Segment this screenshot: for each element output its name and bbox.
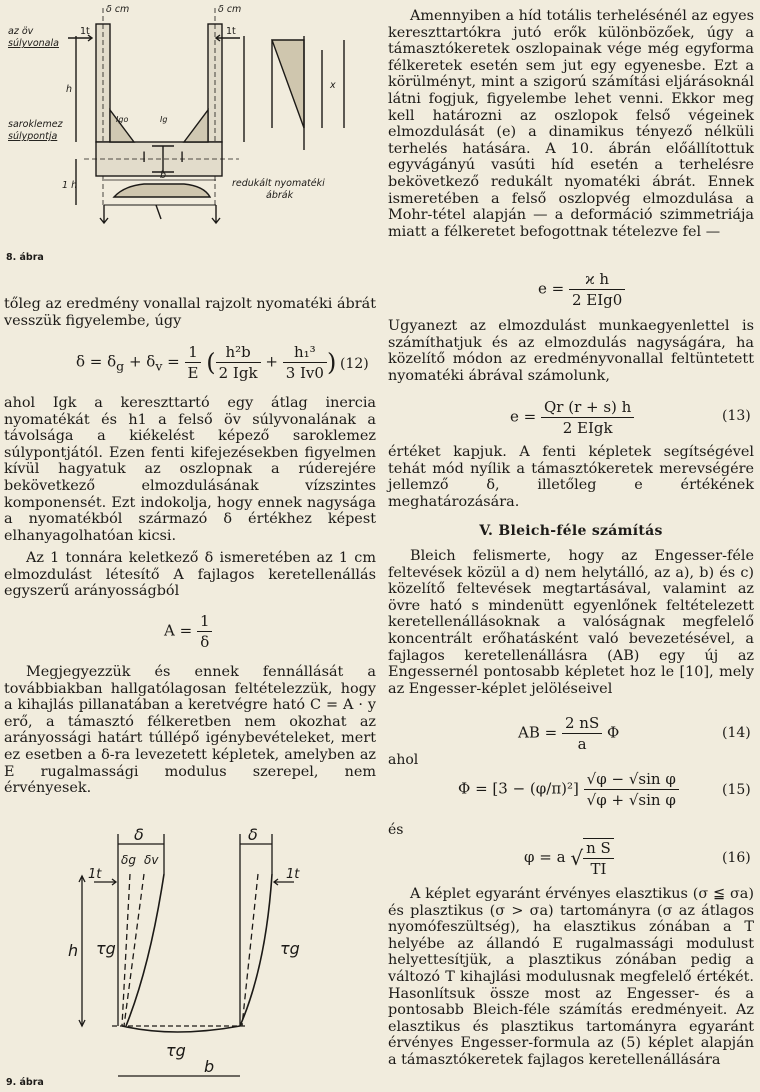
fig8-label-felso-ov: az öv — [8, 26, 34, 37]
fig8-label-sulypontja: súlypontja — [8, 131, 58, 142]
figure-9-caption: 9. ábra — [6, 1077, 44, 1088]
fig9-label-delta-a: δ — [134, 826, 144, 844]
equation-A: A = $\frac{1}{\delta}$ — [164, 612, 212, 651]
equation-e: e = $\frac{\text{ϰ h}}{\text{2 EIg0}}$ — [538, 270, 625, 309]
fig8-label-x: x — [330, 80, 336, 91]
fig8-label-delta-b: δ cm — [218, 4, 242, 15]
figure-9-diagram — [4, 826, 376, 1088]
left-paragraph-3: Az 1 tonnára keletkező δ ismeretében az 1 cm elmozdulást létesítő A fajlagos keretellenállás egyszerű arányosságból — [4, 550, 376, 600]
section-heading: V. Bleich-féle számítás — [479, 523, 663, 539]
fig8-label-force-left: 1t — [80, 26, 90, 37]
fig9-label-force-left: 1t — [88, 867, 102, 882]
fig8-label-abrak: ábrák — [266, 190, 294, 201]
equation-16: φ = a √ $\frac{\text{n S}}{TI}$ — [524, 838, 614, 878]
left-paragraph-4: Megjegyezzük és ennek fennállását a továbbiakban hallgatólagosan feltételezzük, hogy a kihajlás pillanatában a keretvégre ható C = A · y erő, a támasztó félkeretben nem okozhat az arányossági határt túllépő igénybevételeket, mert ez esetben a δ-ra levezetett képletek, amelyben az E rugalmassági modulus szerepel, nem érvényesek. — [4, 664, 376, 797]
fig9-label-b: b — [204, 1057, 215, 1076]
right-paragraph-1: Amennyiben a híd totális terhelésénél az egyes kereszttartókra jutó erők különbözőek, úgy a támasztókeretek oszlopainak vége még egyforma félkeretek esetén sem jut egy egyenesbe. Ezt a körülményt, mint a szigorú számítási eljárásoknál látni fogjuk, figyelembe lehet venni. Ekkor meg kell határozni az oszlopok felső végeinek elmozdulását (e) a dinamikus tényező nélküli terhelés hatására. A 10. ábrán előállítottuk egyvágányú vasúti híd esetén a terhelésre bekövetkező redukált nyomatéki ábrát. Ennek ismeretében a felső oszlopvég elmozdulása a Mohr-tétel alapján — a deformáció szimmetriája miatt a félkeretet befogottnak tételezve fel — — [388, 8, 754, 240]
equation-15-number: (15) — [722, 782, 751, 798]
equation-12-number: (12) — [340, 356, 369, 372]
left-paragraph-2: ahol Igk a kereszttartó egy átlag inercia nyomatékát és h1 a felső öv súlyvonalának a távolsága a kiékelést képező saroklemez súlypontjától. Ezen fenti kifejezésekben figyelmen kívül hagyatuk az oszlopnak a rúderejére bekövetkező elmozdulásának vízszintes komponensét. Ezt indokolja, hogy ennek nagysága a nyomatékból származó δ értékhez képest elhanyagolhatóan kicsi. — [4, 395, 376, 544]
fig9-label-tau-left: τg — [96, 939, 116, 958]
fig8-label-sulyvonala: súlyvonala — [8, 38, 59, 49]
fig8-label-i-right: I — [180, 150, 185, 166]
fig9-label-force-right: 1t — [286, 867, 300, 882]
equation-16-number: (16) — [722, 850, 751, 866]
fig8-label-delta-a: δ cm — [106, 4, 130, 15]
fig8-label-igo: Igo — [116, 115, 129, 124]
right-paragraph-4: Bleich felismerte, hogy az Engesser-féle feltevések közül a d) nem helytálló, az a), b) és c) közelítő feltevések megtartásával, valamint az övre ható s mindenütt egyenlőnek feltételezett keretellenállásoknak a valóságnak megfelelő koncentrált erőhatásként való bevezetésével, a fajlagos keretellenállásra (AB) egy új az Engessernél pontosabb képletet hoz le [10], mely az Engesser-képlet jelöléseivel — [388, 548, 754, 697]
figure-8-caption: 8. ábra — [6, 252, 44, 263]
fig9-label-dv: δv — [144, 853, 159, 867]
equation-14-number: (14) — [722, 725, 751, 741]
fig8-label-h1: 1 h — [62, 180, 78, 191]
equation-13-number: (13) — [722, 408, 751, 424]
fig9-label-delta-b: δ — [248, 826, 258, 844]
left-paragraph-1: tőleg az eredmény vonallal rajzolt nyomatéki ábrát vesszük figyelembe, úgy — [4, 296, 376, 329]
label-ahol: ahol — [388, 752, 419, 768]
equation-14: AB = $\frac{2 nS}{a}$ Φ — [518, 714, 620, 753]
fig8-label-h: h — [66, 84, 73, 95]
fig8-label-saroklemez: saroklemez — [8, 119, 63, 130]
fig9-label-h: h — [68, 941, 79, 960]
equation-13: e = $\frac{Qr (r + s) h}{\text{2 EIgk}}$ — [510, 398, 634, 437]
fig9-label-tau-bottom: τg — [166, 1041, 186, 1060]
right-paragraph-5: A képlet egyaránt érvényes elasztikus (σ ≦ σa) és plasztikus (σ > σa) tartományra (σ az átlagos nyomófeszültség), ha elasztikus zónában a T helyébe az állandó E rugalmassági modulust helyettesítjük, a plasztikus zónában pedig a változó T kihajlási modulusnak megfelelő értékét. Hasonlítsuk össze most az Engesser- és a pontosabb Bleich-féle számítás eredményeit. Az elasztikus és plasztikus tartományra egyaránt érvényes Engesser-formula az (5) képlet alapján a támasztókeretek fajlagos keretellenállására — [388, 886, 754, 1068]
right-paragraph-3: értéket kapjuk. A fenti képletek segítségével tehát mód nyílik a támasztókeretek merevségére jellemző δ, illetőleg e értékének meghatározására. — [388, 444, 754, 510]
label-es: és — [388, 822, 404, 838]
equation-15: Φ = [3 − (φ/π)²] $\frac{\text{√φ − √sin φ}}{\text{√φ + √sin φ}}$ — [458, 770, 679, 809]
fig9-label-dg: δg — [121, 853, 136, 867]
fig8-label-redukalt: redukált nyomatéki — [232, 178, 325, 189]
fig8-label-force-right: 1t — [226, 26, 236, 37]
figure-8-diagram — [4, 0, 376, 255]
fig8-label-ig: Ig — [160, 115, 168, 124]
right-paragraph-2: Ugyanezt az elmozdulást munkaegyenlettel is számíthatjuk és az elmozdulás nagyságára, ha közelítő módon az eredményvonallal feltüntetett nyomatéki ábrával számolunk, — [388, 318, 754, 384]
equation-12: $\delta = \delta_g + \delta_v$ = $\frac{1}{E}$ ( $\frac{\text{h²b}}{\text{2 Igk}}$ + $\frac{\text{h₁³}}{3 Iv0}$ ) — [76, 343, 337, 382]
fig8-label-b: b — [160, 170, 167, 181]
fig9-label-tau-right: τg — [280, 939, 300, 958]
fig8-label-i-left: I — [142, 150, 147, 166]
